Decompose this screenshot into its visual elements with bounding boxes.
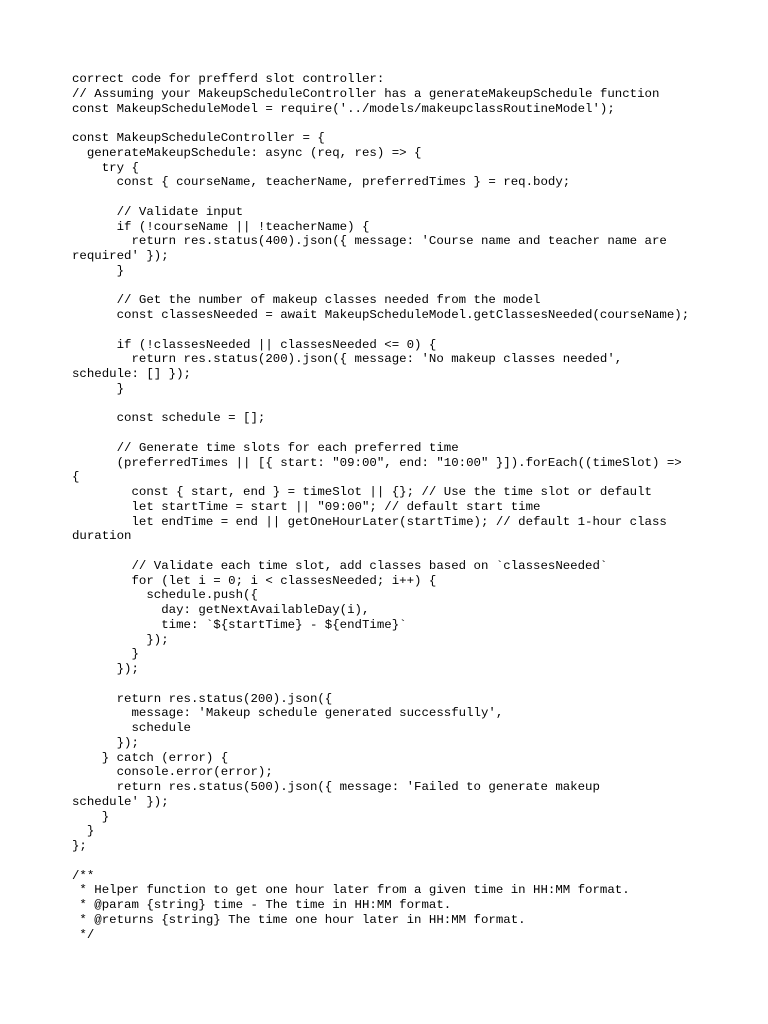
code-line: return res.status(200).json({ message: 'No makeup classes needed', — [72, 352, 623, 367]
code-line: correct code for prefferd slot controller: — [72, 72, 385, 86]
code-line: }); — [72, 735, 139, 750]
code-line: // Validate each time slot, add classes based on `classesNeeded` — [72, 558, 608, 573]
code-line: { — [72, 470, 80, 485]
code-line: } — [72, 824, 95, 839]
code-line: schedule: [] }); — [72, 367, 191, 381]
code-line: // Get the number of makeup classes needed from the model — [72, 293, 541, 308]
code-line: * Helper function to get one hour later from a given time in HH:MM format. — [72, 883, 630, 898]
code-line: for (let i = 0; i < classesNeeded; i++) { — [72, 573, 437, 588]
code-line — [72, 279, 712, 294]
code-line: console.error(error); — [72, 765, 273, 780]
code-line — [72, 190, 712, 205]
code-line: } — [72, 263, 125, 278]
code-line: schedule — [72, 721, 191, 735]
code-line — [72, 426, 712, 441]
code-line — [72, 677, 712, 692]
code-line: // Assuming your MakeupScheduleController has a generateMakeupSchedule function — [72, 86, 660, 101]
code-line — [72, 323, 712, 338]
document-page — [72, 72, 712, 942]
code-line: try { — [72, 160, 139, 175]
code-line: return res.status(200).json({ — [72, 691, 333, 706]
code-block — [72, 72, 712, 942]
code-line: } — [72, 381, 125, 396]
code-line: */ — [72, 927, 95, 942]
code-line: * @returns {string} The time one hour later in HH:MM format. — [72, 912, 526, 927]
code-line: if (!classesNeeded || classesNeeded <= 0) { — [72, 337, 437, 352]
code-line: }); — [72, 632, 169, 647]
code-line: required' }); — [72, 249, 169, 263]
code-line: day: getNextAvailableDay(i), — [72, 603, 370, 617]
code-line: }); — [72, 662, 139, 676]
code-line: duration — [72, 529, 132, 544]
code-line: * @param {string} time - The time in HH:MM format. — [72, 898, 452, 912]
code-line: const schedule = []; — [72, 411, 266, 426]
code-line — [72, 116, 712, 131]
code-line: schedule.push({ — [72, 588, 258, 603]
code-line: const classesNeeded = await MakeupScheduleModel.getClassesNeeded(courseName); — [72, 308, 690, 322]
code-line: } — [72, 809, 110, 824]
code-line: return res.status(400).json({ message: 'Course name and teacher name are — [72, 234, 667, 249]
code-line: }; — [72, 839, 87, 853]
code-line: // Validate input — [72, 204, 244, 219]
code-line: /** — [72, 868, 95, 883]
code-line — [72, 854, 712, 869]
code-line: const MakeupScheduleModel = require('../models/makeupclassRoutineModel'); — [72, 101, 615, 116]
code-line: return res.status(500).json({ message: 'Failed to generate makeup — [72, 780, 600, 794]
code-line: schedule' }); — [72, 794, 169, 809]
code-line: message: 'Makeup schedule generated successfully', — [72, 706, 504, 721]
code-line: let startTime = start || "09:00"; // default start time — [72, 499, 541, 514]
code-line: (preferredTimes || [{ start: "09:00", end: "10:00" }]).forEach((timeSlot) => — [72, 455, 682, 470]
code-line: const MakeupScheduleController = { — [72, 131, 325, 145]
code-line — [72, 397, 712, 412]
code-line: if (!courseName || !teacherName) { — [72, 219, 370, 234]
code-line: const { courseName, teacherName, preferredTimes } = req.body; — [72, 175, 571, 190]
code-line: } — [72, 647, 139, 662]
code-line: } catch (error) { — [72, 750, 229, 765]
code-line: // Generate time slots for each preferred time — [72, 440, 459, 455]
code-line: const { start, end } = timeSlot || {}; // Use the time slot or default — [72, 485, 652, 499]
code-line: time: `${startTime} - ${endTime}` — [72, 617, 407, 632]
code-line — [72, 544, 712, 559]
code-line: generateMakeupSchedule: async (req, res) => { — [72, 145, 422, 160]
code-line: let endTime = end || getOneHourLater(startTime); // default 1-hour class — [72, 514, 667, 529]
